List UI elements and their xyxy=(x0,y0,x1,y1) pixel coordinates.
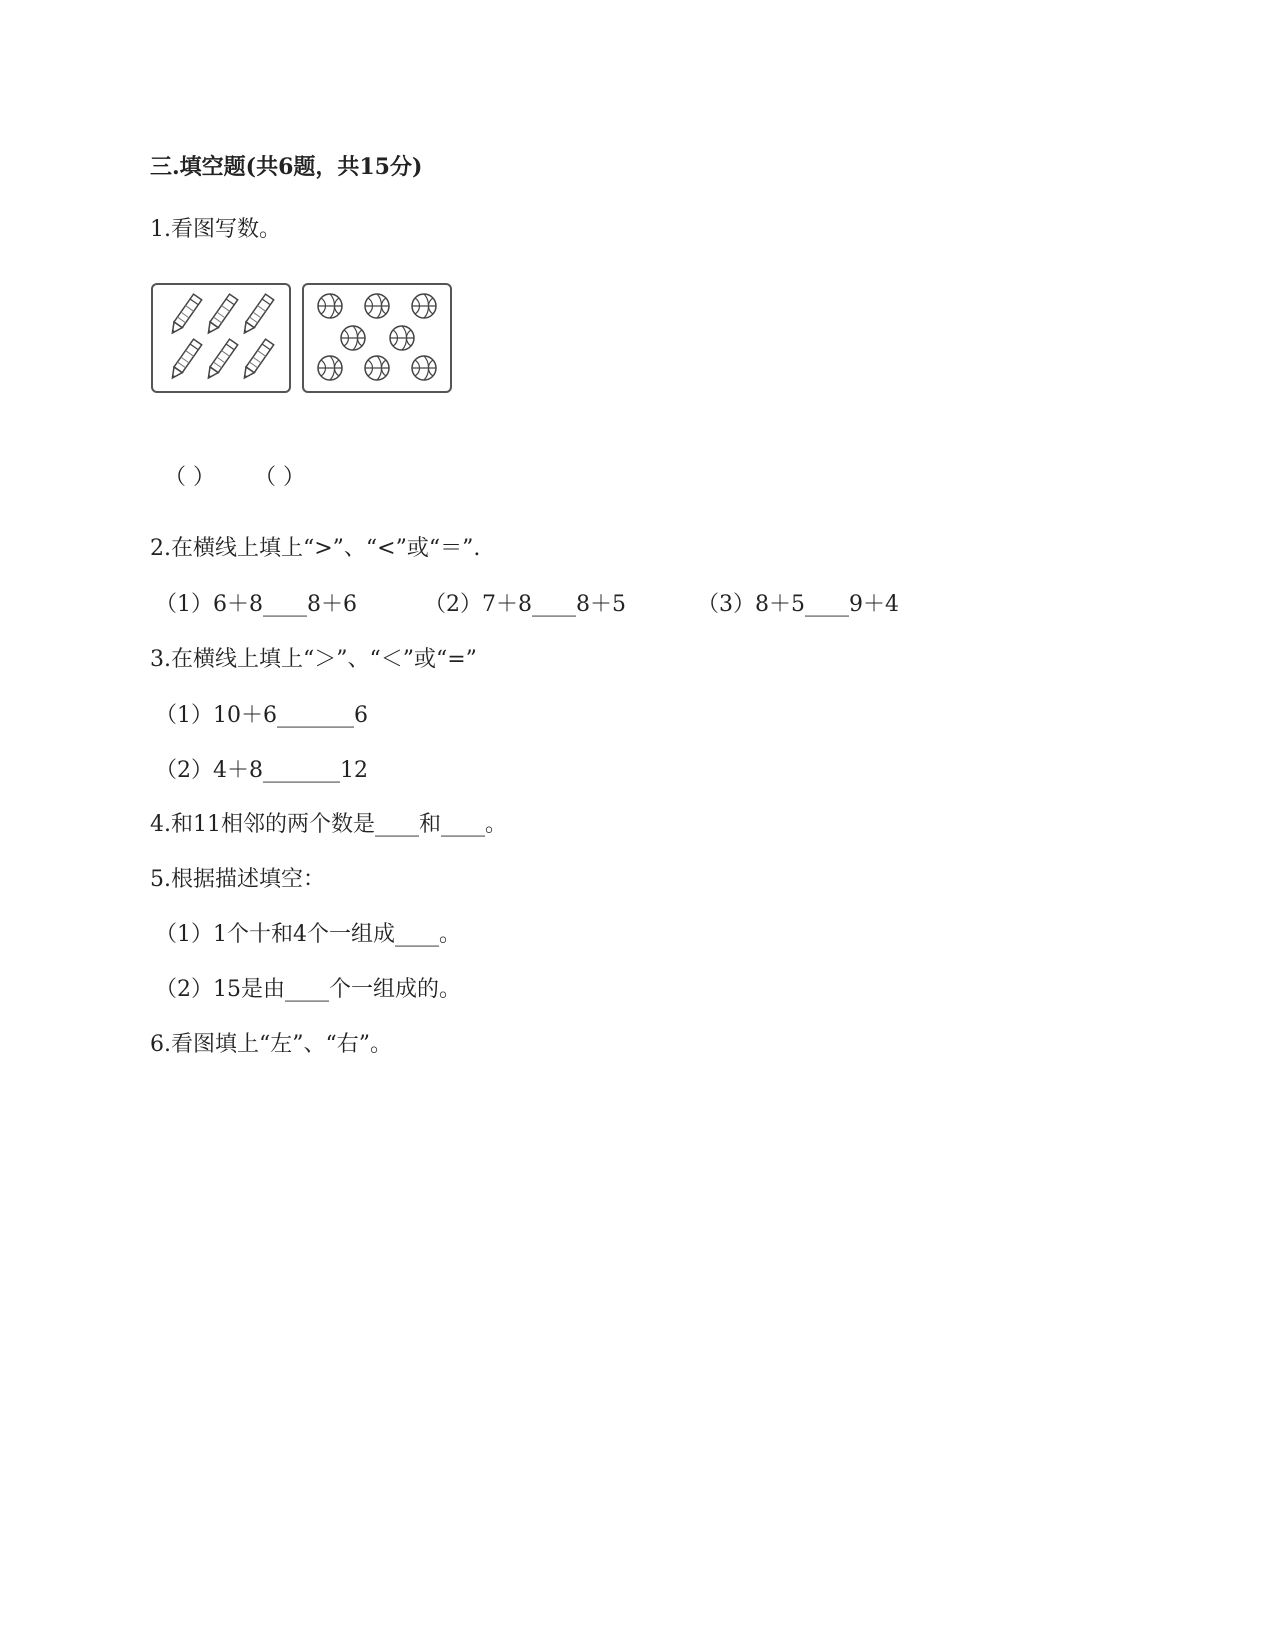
question-3-item: （1）10＋6_______6 xyxy=(155,703,368,728)
question-1: 1.看图写数。 xyxy=(150,217,281,242)
ball-icon xyxy=(318,294,342,318)
answer-blank-right[interactable]: （ ） xyxy=(254,465,305,490)
ball-icon xyxy=(365,294,389,318)
question-2-item: （3）8＋5____9＋4 xyxy=(697,592,899,617)
ball-icon xyxy=(412,294,436,318)
question-3-item: （2）4＋8_______12 xyxy=(155,758,368,783)
question-2-item: （1）6＋8____8＋6 xyxy=(155,592,357,617)
question-5: 5.根据描述填空： xyxy=(150,867,325,892)
ball-icon xyxy=(390,326,414,350)
pencils-box xyxy=(152,284,290,392)
question-5-item: （2）15是由____个一组成的。 xyxy=(155,977,461,1002)
question-2: 2.在横线上填上“>”、“<”或“＝”. xyxy=(150,536,481,561)
ball-icon xyxy=(365,356,389,380)
section-title: 三.填空题(共6题，共15分) xyxy=(150,154,423,180)
ball-icon xyxy=(318,356,342,380)
picture-counting xyxy=(150,282,470,402)
question-5-item: （1）1个十和4个一组成____。 xyxy=(155,922,461,947)
ball-icon xyxy=(341,326,365,350)
question-6: 6.看图填上“左”、“右”。 xyxy=(150,1032,392,1057)
answer-blank-left[interactable]: （ ） xyxy=(164,465,215,490)
question-4: 4.和11相邻的两个数是____和____。 xyxy=(150,812,507,837)
question-2-item: （2）7＋8____8＋5 xyxy=(424,592,626,617)
question-3: 3.在横线上填上“＞”、“＜”或“=” xyxy=(150,647,477,672)
ball-icon xyxy=(412,356,436,380)
balls-box xyxy=(303,284,451,392)
